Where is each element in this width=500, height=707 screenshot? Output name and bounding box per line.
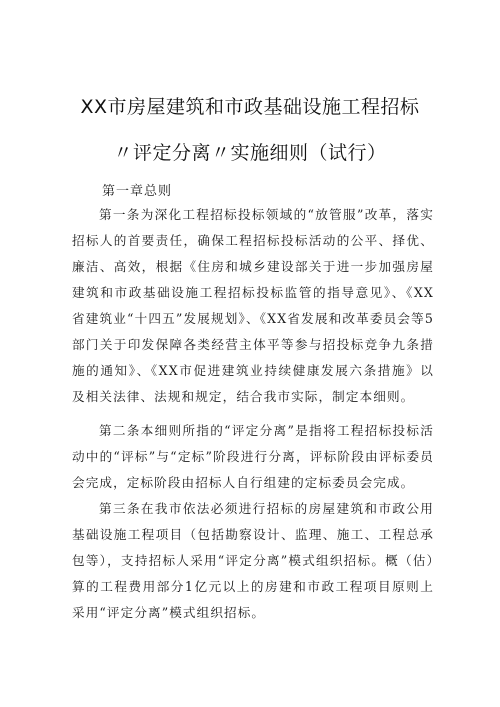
paragraph-article-1: 第一条为深化工程招标投标领域的“放管服”改革，落实招标人的首要责任，确保工程招标投标活动的公平、择优、廉洁、高效，根据《住房和城乡建设部关于进一步加强房屋建筑和市政基础设施工程招标投标监管的指导意见》、《XX省建筑业“十四五”发展规划》、《XX省发展和改革委员会等5部门关于印发保障各类经营主体平等参与招投标竞争九条措施的通知》、《XX市促进建筑业持续健康发展六条措施》以及相关法律、法规和规定，结合我市实际，制定本细则。 [72, 207, 434, 404]
chapter-heading: 第一章总则 [102, 184, 173, 199]
document-title-line-2: 〃评定分离〃实施细则（试行） [113, 142, 387, 164]
paragraph-article-3: 第三条在我市依法必须进行招标的房屋建筑和市政公用基础设施工程项目（包括勘察设计、监理、施工、工程总承包等），支持招标人采用“评定分离”模式组织招标。概（估）算的工程费用部分1亿元以上的房建和市政工程项目原则上采用“评定分离”模式组织招标。 [72, 501, 434, 620]
document-title-line-1: XX市房屋建筑和市政基础设施工程招标 [80, 96, 420, 118]
paragraph-article-2: 第二条本细则所指的“评定分离”是指将工程招标投标活动中的“评标”与“定标”阶段进行分离，评标阶段由评标委员会完成，定标阶段由招标人自行组建的定标委员会完成。 [72, 423, 434, 490]
